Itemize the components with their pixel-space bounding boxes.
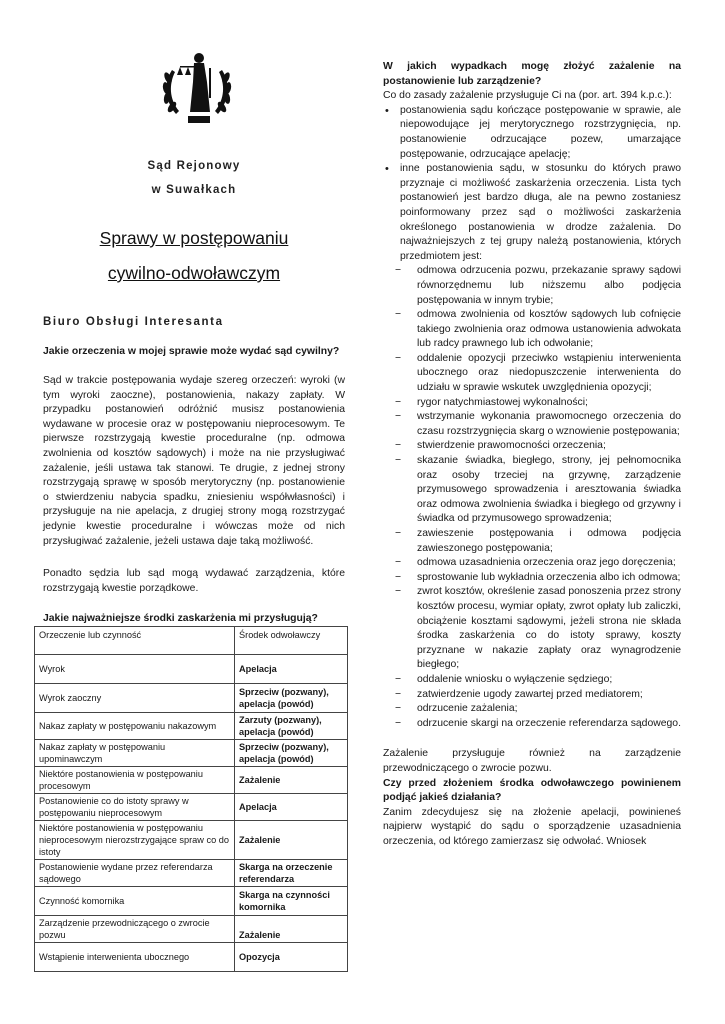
list-item: − odmowa odrzucenia pozwu, przekazanie sprawy sądowi równorzędnemu lub niższemu albo podjęcia postępowania w innym trybie; xyxy=(392,264,681,308)
list-item: − skazanie świadka, biegłego, strony, jej pełnomocnika oraz osoby trzeciej na grzywnę, zarządzenie przymusowego sprowadzenia i aresztowania świadka oraz odmowa zwolnienia świadka i biegłego od grzywny i świadka od przymusowego sprowadzenia; xyxy=(392,454,681,527)
list-item: − zatwierdzenie ugody zawartej przed mediatorem; xyxy=(392,688,681,703)
remedies-table xyxy=(34,626,348,972)
table-row xyxy=(35,740,348,767)
list-item: − oddalenie opozycji przeciwko wstąpieniu interwenienta ubocznego oraz niedopuszczenie interwenienta do udziału w sprawie wskutek uwzględnienia opozycji; xyxy=(392,352,681,396)
decision-cell: Wstąpienie interwenienta ubocznego xyxy=(35,943,235,972)
table-row xyxy=(35,684,348,713)
paragraph-complaint-return: Zażalenie przysługuje również na zarządzenie przewodniczącego o zwrocie pozwu. xyxy=(383,748,681,774)
table-row xyxy=(35,713,348,740)
remedy-cell: Skarga na orzeczenie referendarza xyxy=(235,860,348,887)
table-row xyxy=(35,943,348,972)
paragraph-before-appeal: Zanim zdecydujesz się na złożenie apelacji, powinieneś najpierw wystąpić do sądu o sporządzenie uzasadnienia orzeczenia, od którego zamierzasz się odwołać. Wniosek xyxy=(383,806,681,847)
table-row xyxy=(35,794,348,821)
paragraph-complaint-intro: Co do zasady zażalenie przysługuje Ci na (por. art. 394 k.p.c.): xyxy=(383,90,672,102)
justitia-emblem-icon xyxy=(158,48,236,132)
decision-cell: Wyrok zaoczny xyxy=(35,684,235,713)
right-column xyxy=(383,60,681,849)
document-title-line1: Sprawy w postępowaniu xyxy=(99,228,289,248)
complaint-bullet-list xyxy=(383,104,681,732)
list-item: − wstrzymanie wykonania prawomocnego orzeczenia do czasu rozstrzygnięcia skarg o wznowienie postępowania; xyxy=(392,410,681,439)
decision-cell: Postanowienie co do istoty sprawy w postępowaniu nieprocesowym xyxy=(35,794,235,821)
decision-cell: Postanowienie wydane przez referendarza sądowego xyxy=(35,860,235,887)
table-row xyxy=(35,655,348,684)
question-before-appeal: Czy przed złożeniem środka odwoławczego powinienem podjąć jakieś działania? xyxy=(383,777,681,804)
remedy-cell: Apelacja xyxy=(235,794,348,821)
remedy-cell: Zażalenie xyxy=(235,767,348,794)
list-item: − odmowa zwolnienia od kosztów sądowych lub cofnięcie takiego zwolnienia oraz odmowa ustanowienia adwokata lub radcy prawnego lub ich odwołanie; xyxy=(392,308,681,352)
list-item: − stwierdzenie prawomocności orzeczenia; xyxy=(392,439,681,454)
paragraph-decisions: Sąd w trakcie postępowania wydaje szereg orzeczeń: wyroki (w tym wyroki zaoczne), postanowienia, nakazy zapłaty. W przypadku postanowień odróżnić musisz postanowienia wydawane w procesie oraz w postępowaniu nieprocesowym. Te pierwsze rozstrzygają kwestie proceduralne (np. odmowa zwolnienia od kosztów sądowych) i może na nie przysługiwać zażalenie, jeśli ustawa tak stanowi. Te drugie, z jednej strony rozstrzygają sprawę w sposób merytoryczny (np. postanowienie o stwierdzeniu nabycia spadku, zniesieniu współwłasności) i przysługuje na nie apelacja, z drugiej strony mogą rozstrzygać jedynie kwestie proceduralne i wówczas może od nich przysługiwać zażalenie, jeżeli ustawa daje taką możliwość. xyxy=(43,375,345,547)
paragraph-orders: Ponadto sędzia lub sąd mogą wydawać zarządzenia, które rozstrzygają kwestie porządkowe. xyxy=(43,568,345,594)
table-row xyxy=(35,821,348,860)
table-row xyxy=(35,887,348,916)
remedy-cell: Sprzeciw (pozwany), apelacja (powód) xyxy=(235,684,348,713)
remedy-cell: Skarga na czynności komornika xyxy=(235,887,348,916)
question-remedies: Jakie najważniejsze środki zaskarżenia mi przysługują? xyxy=(43,613,318,624)
decision-cell: Czynność komornika xyxy=(35,887,235,916)
list-item: − zawieszenie postępowania i odmowa podjęcia zawieszonego postępowania; xyxy=(392,527,681,556)
list-item: − odrzucenie zażalenia; xyxy=(392,702,681,717)
question-decisions: Jakie orzeczenia w mojej sprawie może wydać sąd cywilny? xyxy=(43,346,340,357)
remedy-cell: Zarzuty (pozwany), apelacja (powód) xyxy=(235,713,348,740)
decision-cell: Nakaz zapłaty w postępowaniu upominawczym xyxy=(35,740,235,767)
remedy-cell: Opozycja xyxy=(235,943,348,972)
table-row xyxy=(35,860,348,887)
remedy-cell: Sprzeciw (pozwany), apelacja (powód) xyxy=(235,740,348,767)
remedy-cell: Zażalenie xyxy=(235,916,348,943)
remedy-cell: Apelacja xyxy=(235,655,348,684)
remedy-cell: Zażalenie xyxy=(235,821,348,860)
table-row xyxy=(35,916,348,943)
list-item: − sprostowanie lub wykładnia orzeczenia albo ich odmowa; xyxy=(392,571,681,586)
list-item: − odmowa uzasadnienia orzeczenia oraz jego doręczenia; xyxy=(392,556,681,571)
list-item: − zwrot kosztów, określenie zasad ponoszenia przez strony kosztów procesu, wymiar opłaty, zwrot opłaty lub zaliczki, obciążenie kosztami sądowymi, jeżeli strona nie składa środka zaskarżenia co do istoty sprawy, koszty przyznane w nakazie zapłaty oraz wynagrodzenie biegłego; xyxy=(392,585,681,673)
complaint-dash-list xyxy=(392,264,681,731)
column-header-remedy: Środek odwoławczy xyxy=(235,627,348,655)
column-header-decision: Orzeczenie lub czynność xyxy=(35,627,235,655)
list-item xyxy=(383,162,681,731)
list-item: − oddalenie wniosku o wyłączenie sędziego; xyxy=(392,673,681,688)
office-name: Biuro Obsługi Interesanta xyxy=(43,316,224,328)
decision-cell: Wyrok xyxy=(35,655,235,684)
decision-cell: Nakaz zapłaty w postępowaniu nakazowym xyxy=(35,713,235,740)
decision-cell: Niektóre postanowienia w postępowaniu procesowym xyxy=(35,767,235,794)
list-item: − odrzucenie skargi na orzeczenie referendarza sądowego. xyxy=(392,717,681,732)
list-item: • postanowienia sądu kończące postępowanie w sprawie, ale niepowodujące jej merytorycznego rozstrzygnięcia, np. postanowienie odrzucające pozew, umarzające postępowanie, odrzucające apelację; xyxy=(383,104,681,162)
list-item: − rygor natychmiastowej wykonalności; xyxy=(392,396,681,411)
court-name: Sąd Rejonowy xyxy=(147,160,241,172)
decision-cell: Zarządzenie przewodniczącego o zwrocie pozwu xyxy=(35,916,235,943)
question-complaint: W jakich wypadkach mogę złożyć zażalenie na postanowienie lub zarządzenie? xyxy=(383,61,681,87)
decision-cell: Niektóre postanowienia w postępowaniu nieprocesowym nierozstrzygające spraw co do istoty xyxy=(35,821,235,860)
table-row xyxy=(35,767,348,794)
court-location: w Suwałkach xyxy=(151,184,237,196)
document-title-line2: cywilno-odwoławczym xyxy=(107,263,281,283)
table-header-row xyxy=(35,627,348,655)
list-item-text: inne postanowienia sądu, w stosunku do których prawo przyznaje ci możliwość zaskarżenia orzeczenia. Lista tych postanowień jest bardzo długa, ale na pewno zostaniesz poinformowany przez sąd o możliwości zaskarżenia określonego postanowienia w drodze zażalenia. Do najważniejszych z tej grupy należą postanowienia, których przedmiotem jest: xyxy=(400,163,681,262)
